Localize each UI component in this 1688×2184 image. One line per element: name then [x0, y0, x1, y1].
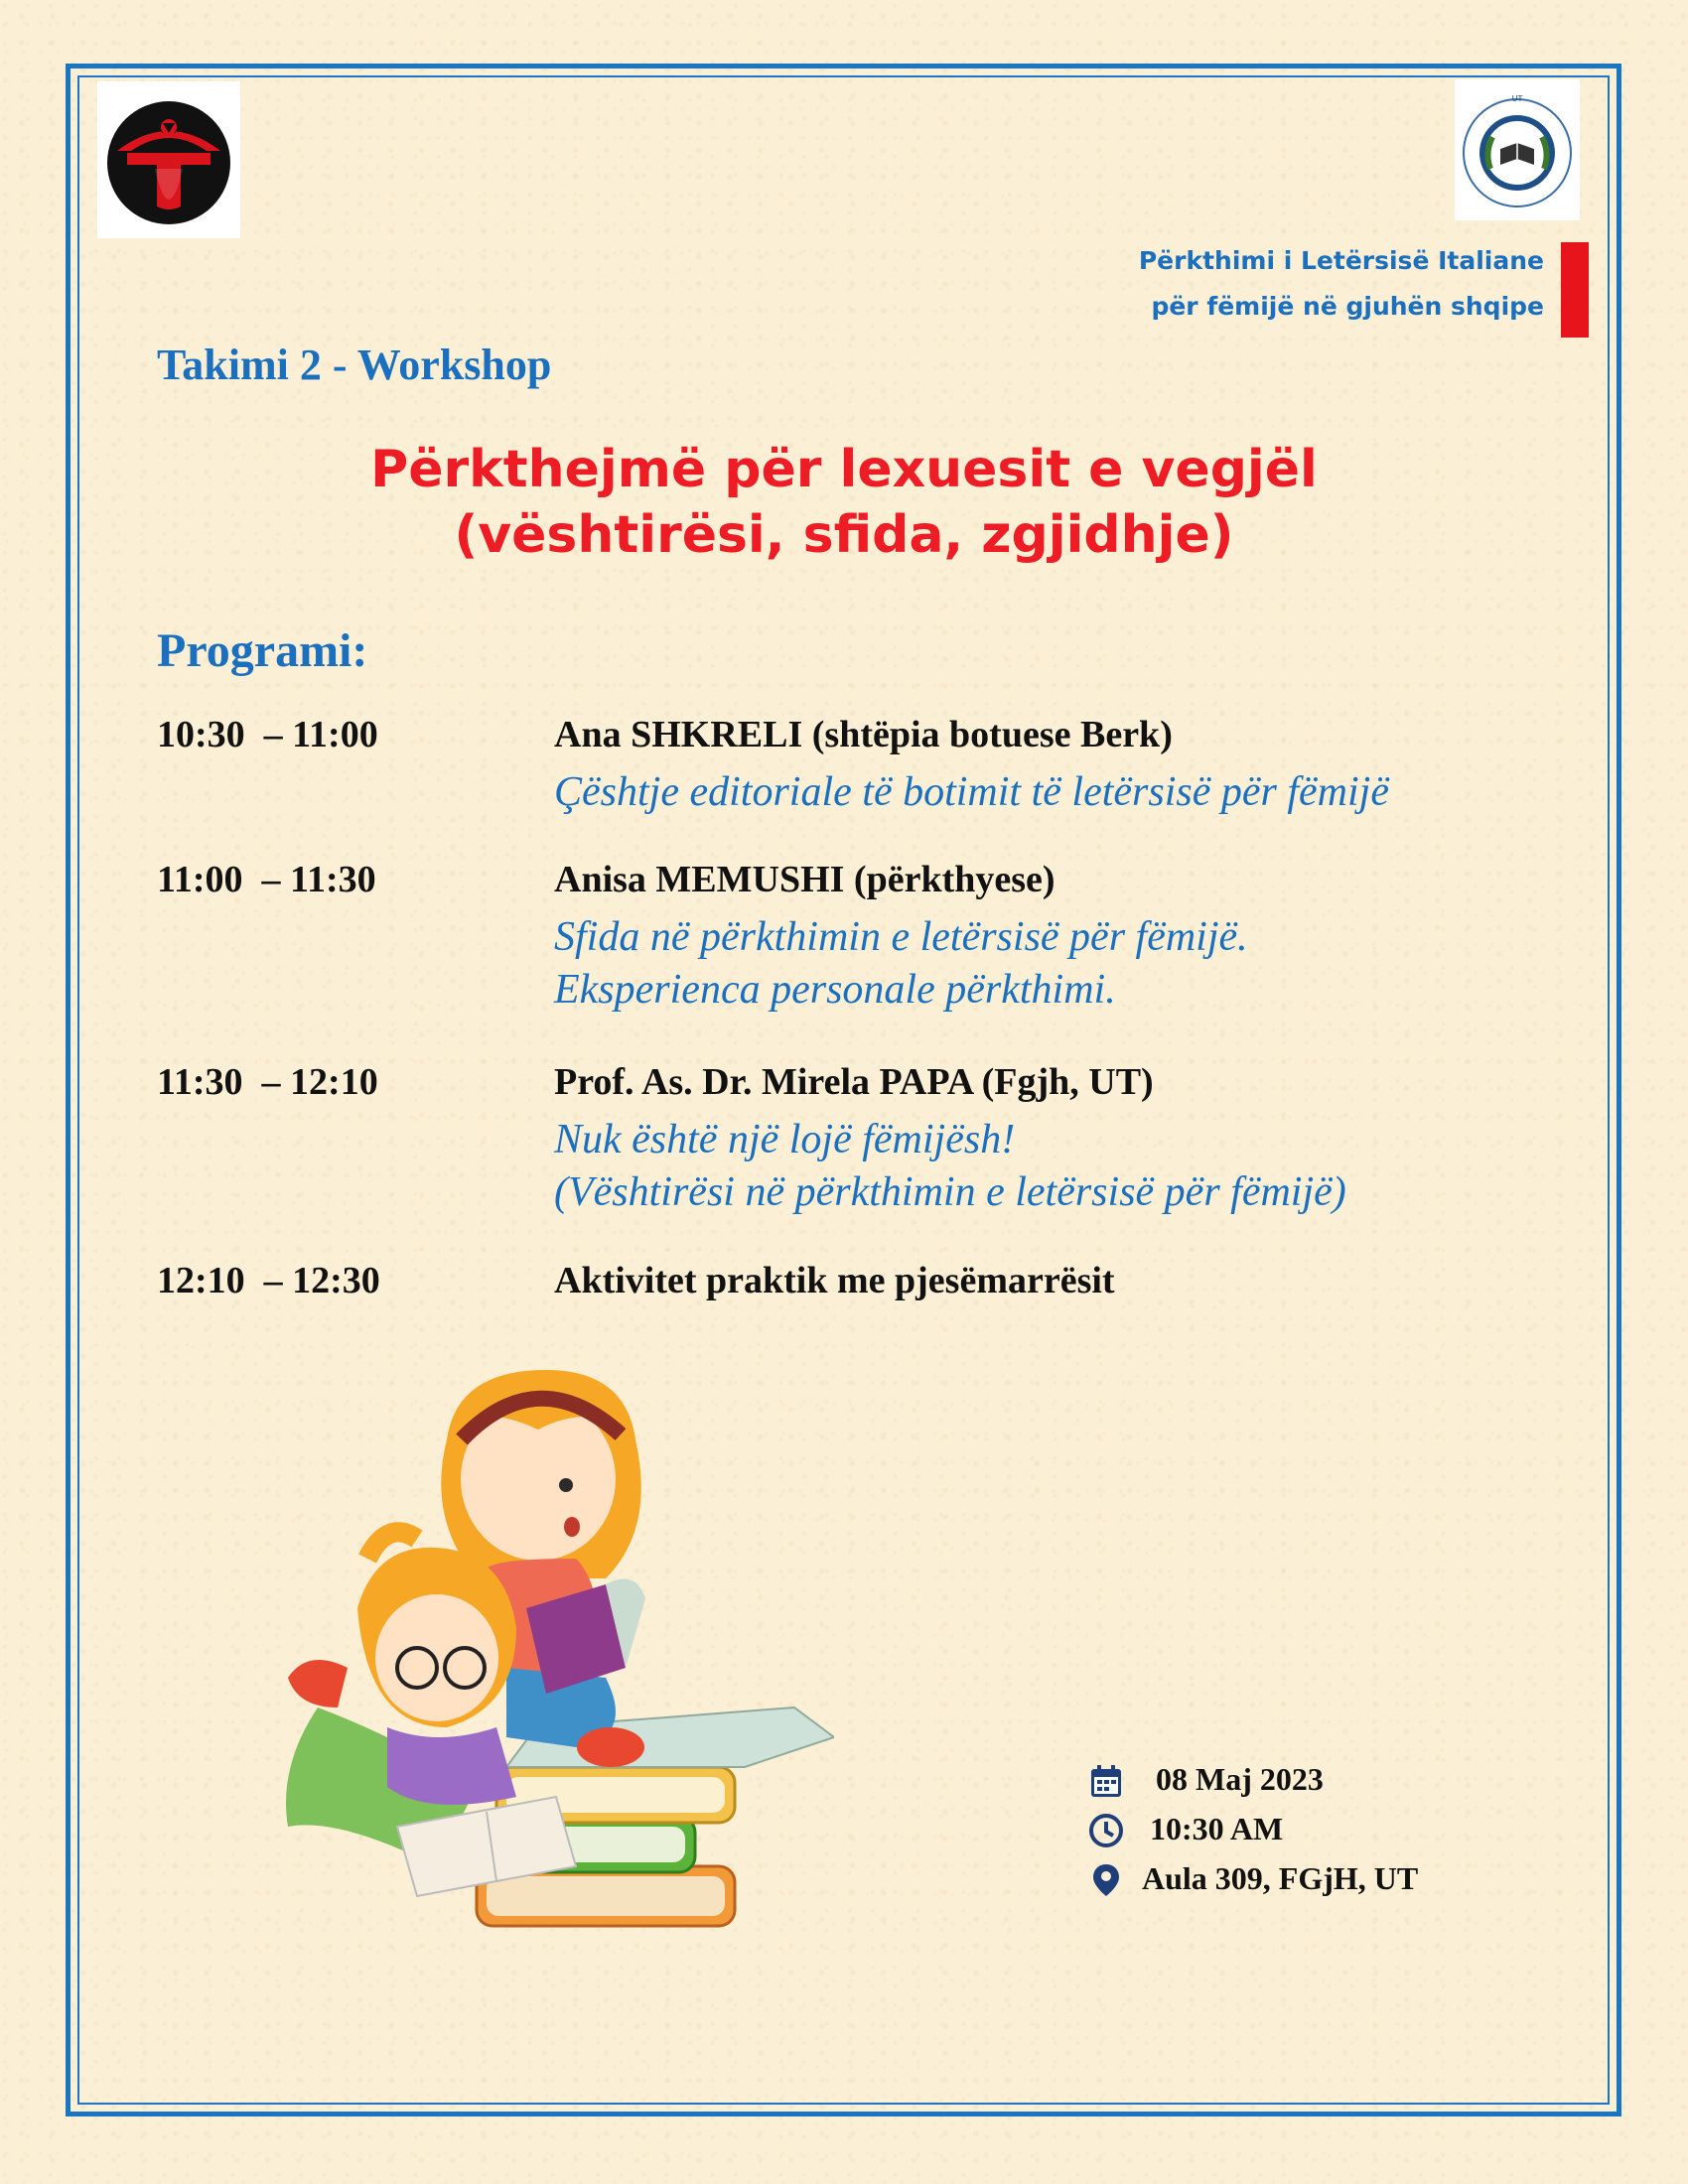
agenda-topic-line: Çështje editoriale të botimit të letërsisë për fëmijë: [554, 769, 1389, 815]
calendar-icon: [1088, 1763, 1124, 1799]
location-pin-icon: [1088, 1862, 1124, 1898]
children-reading-illustration: [278, 1350, 834, 2005]
series-line-2: për fëmijë në gjuhën shqipe: [1151, 292, 1544, 321]
agenda-speaker: Prof. As. Dr. Mirela PAPA (Fgjh, UT): [554, 1061, 1154, 1103]
agenda-speaker: Aktivitet praktik me pjesëmarrësit: [554, 1260, 1115, 1301]
event-date: 08 Maj 2023: [1156, 1761, 1324, 1797]
agenda-speaker: Anisa MEMUSHI (përkthyese): [554, 859, 1055, 900]
session-label: Takimi 2 - Workshop: [157, 341, 552, 389]
agenda-time: 11:00 – 11:30: [157, 859, 376, 900]
agenda-speaker: Ana SHKRELI (shtëpia botuese Berk): [554, 714, 1173, 755]
series-line-1: Përkthimi i Letërsisë Italiane: [1138, 246, 1544, 275]
faculty-logo-abbr: UT: [1511, 94, 1523, 103]
title-line-2: (vështirësi, sfida, zgjidhje): [454, 505, 1234, 565]
agenda-topic-line: (Vështirësi në përkthimin e letërsisë për fëmijë): [554, 1169, 1346, 1215]
series-heading: [1139, 238, 1544, 330]
agenda-time: 11:30 – 12:10: [157, 1061, 378, 1103]
university-logo: [97, 81, 240, 238]
faculty-logo: [1455, 79, 1580, 220]
agenda-time: 12:10 – 12:30: [157, 1260, 380, 1301]
event-time: 10:30 AM: [1150, 1811, 1284, 1846]
clock-icon: [1088, 1813, 1124, 1848]
agenda-topic-line: Nuk është një lojë fëmijësh!: [554, 1117, 1016, 1162]
title-line-1: Përkthejmë për lexuesit e vegjël: [370, 440, 1318, 499]
event-location: Aula 309, FGjH, UT: [1142, 1860, 1419, 1896]
agenda-topic-line: Eksperienca personale përkthimi.: [554, 967, 1116, 1013]
agenda-topic-line: Sfida në përkthimin e letërsisë për fëmijë.: [554, 914, 1248, 960]
accent-bar: [1561, 242, 1589, 338]
page-title: [0, 437, 1688, 568]
program-heading: Programi:: [157, 624, 368, 677]
agenda-time: 10:30 – 11:00: [157, 714, 378, 755]
